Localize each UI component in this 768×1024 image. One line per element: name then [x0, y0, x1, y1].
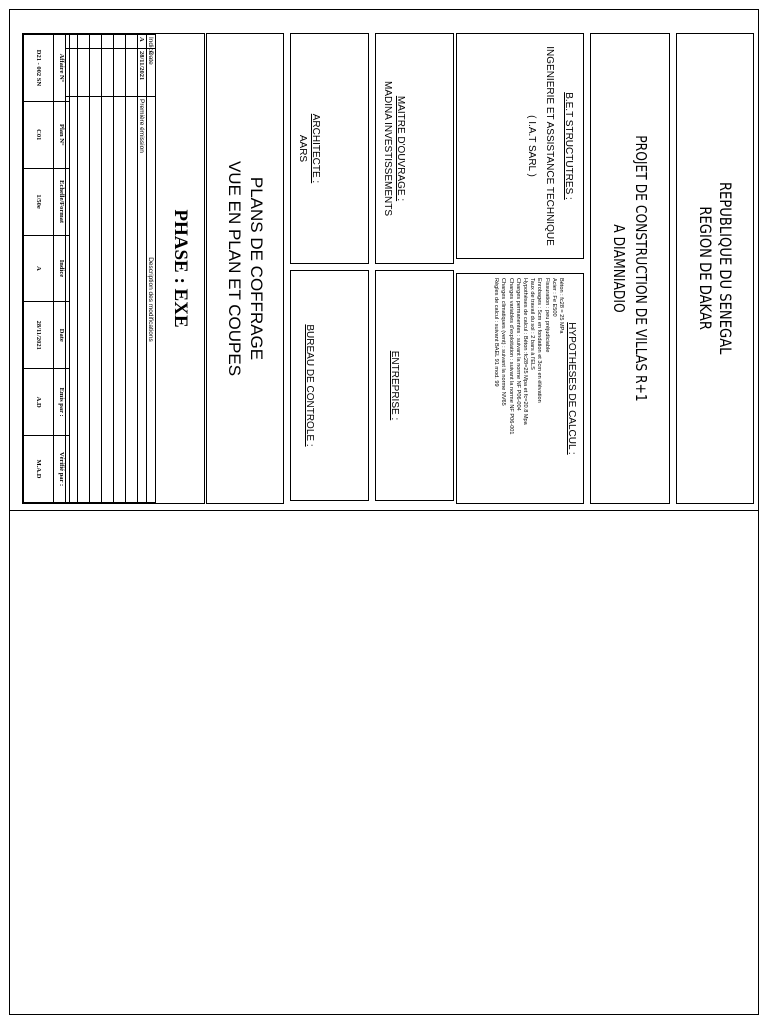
bet-title: B.E.T STRUCTUTRES :: [563, 92, 574, 200]
hypothesis-line: Règles de calcul : suivant BAEL 91 mod. 99: [493, 278, 500, 387]
affaire-number: D21 - 002 SN: [24, 35, 54, 102]
bureau-controle-box: [290, 270, 369, 501]
maitre-ouvrage-title: MAITRE D'OUVRAGE :: [395, 95, 406, 202]
cartouche-header: Echelle/Format: [54, 168, 70, 235]
hypothesis-line: Enrobages : 5cm en fondation et 3cm en élévation: [536, 278, 543, 403]
bet-abbrev: ( I.A.T SARL ): [526, 115, 537, 177]
revision-header-description: Description des modifications: [147, 97, 156, 503]
project-box: [590, 33, 670, 504]
hypothesis-line: Charges permanentes : suivant la norme NF P06-004: [514, 278, 521, 411]
revision-indice: A: [138, 35, 147, 49]
table-row: [126, 35, 138, 503]
cartouche-header: Date: [54, 302, 70, 369]
region-line: REGION DE DAKAR: [696, 206, 715, 331]
table-row: [90, 35, 102, 503]
cartouche-header: Vérifié par :: [54, 436, 70, 503]
cartouche-table: [23, 34, 70, 503]
hypothesis-line: Charges variables d'exploitation : suivant la norme NF P06-001: [507, 278, 514, 435]
title-block-separator: [9, 510, 759, 511]
plan-title-box: [206, 33, 284, 504]
revision-block: [22, 33, 205, 504]
architecte-box: [290, 33, 369, 264]
country-line: REPUBLIQUE DU SENEGAL: [716, 182, 735, 355]
scale-value: 1/50e: [24, 168, 54, 235]
hypothesis-line: Charges climatiques (vent) : suivant la norme NV65: [500, 278, 507, 406]
bureau-controle-title: BUREAU DE CONTROLE :: [304, 324, 315, 447]
revision-date: 28/11/2021: [138, 49, 147, 97]
phase-label: PHASE : EXE: [170, 209, 191, 328]
cartouche-header: Plan N°: [54, 101, 70, 168]
verifie-par-value: M.A.D: [24, 436, 54, 503]
revision-table: [65, 34, 156, 503]
plan-number: C01: [24, 101, 54, 168]
hypotheses-title: HYPOTHESES DE CALCUL :: [566, 322, 577, 455]
project-location: A DIAMNIADIO: [610, 224, 628, 313]
table-row: [78, 35, 90, 503]
revision-description: Première émission: [138, 97, 147, 503]
hypothesis-line: Taux de travail du sol : 2 bars à l'ELS: [529, 278, 536, 370]
bet-box: [456, 33, 584, 259]
revision-header-indice: Indice: [147, 35, 156, 49]
emis-par-value: A.D: [24, 369, 54, 436]
hypotheses-list: [492, 278, 564, 499]
cartouche-header: Affaire N°: [54, 35, 70, 102]
table-row: [102, 35, 114, 503]
table-row: [138, 35, 147, 503]
indice-value: A: [24, 235, 54, 302]
header-box: [676, 33, 754, 504]
date-value: 28/11/2021: [24, 302, 54, 369]
hypotheses-box: [456, 273, 584, 504]
plan-subtitle: VUE EN PLAN ET COUPES: [225, 160, 244, 377]
hypothesis-line: Béton : fc28 = 25 MPa: [558, 278, 564, 334]
cartouche-header: Indice: [54, 235, 70, 302]
maitre-ouvrage-value: MADINA INVESTISSEMENTS: [382, 80, 393, 217]
architecte-title: ARCHITECTE :: [310, 113, 321, 184]
hypothesis-line: Fissuration : peu préjudiciable: [543, 278, 550, 353]
plan-title: PLANS DE COFFRAGE: [247, 176, 266, 361]
project-title: PROJET DE CONSTRUCTION DE VILLAS R+1: [632, 135, 650, 402]
bet-name: INGENIERIE ET ASSISTANCE TECHNIQUE: [544, 46, 555, 246]
table-row: [114, 35, 126, 503]
cartouche-header: Emis par :: [54, 369, 70, 436]
maitre-ouvrage-box: [375, 33, 454, 264]
hypothesis-line: Hypothèses de calcul : Béton :fc28=25 Mpa et fc=20.8 Mpa: [521, 278, 528, 425]
entreprise-title: ENTREPRISE :: [389, 350, 400, 421]
hypothesis-line: Acier : Fe E500: [550, 278, 557, 317]
architecte-value: AARS: [297, 134, 308, 163]
revision-header-date: Date: [147, 49, 156, 97]
entreprise-box: [375, 270, 454, 501]
